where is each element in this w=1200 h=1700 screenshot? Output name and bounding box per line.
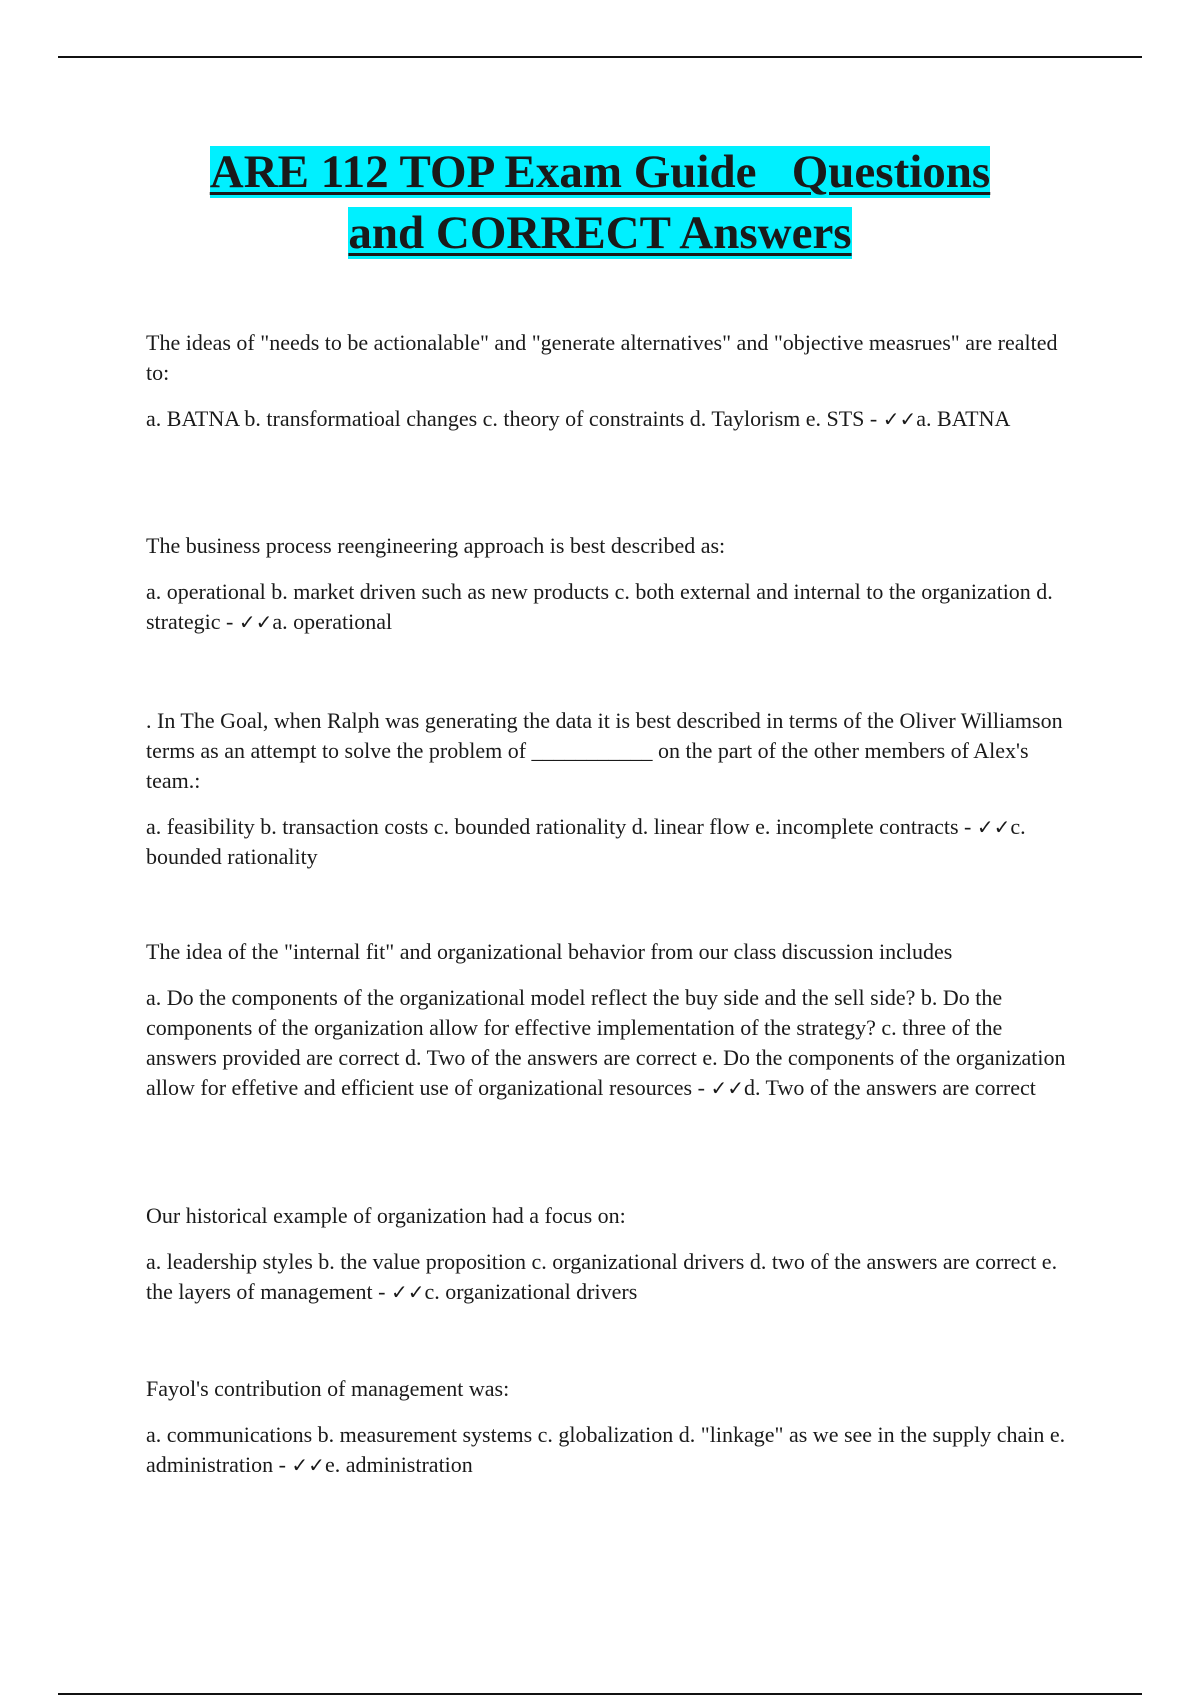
correct-answer: e. administration	[324, 1452, 473, 1477]
check-icon: ✓✓	[390, 1280, 425, 1304]
correct-answer: a. operational	[272, 609, 393, 634]
question-text: Fayol's contribution of management was:	[146, 1376, 510, 1401]
top-rule	[58, 56, 1142, 58]
answer-line	[146, 1247, 1066, 1307]
qa-block-1	[146, 328, 1066, 434]
document-title	[0, 142, 1200, 264]
qa-block-6	[146, 1374, 1066, 1480]
correct-answer: c. bounded rationality	[146, 814, 1026, 869]
check-icon: ✓✓	[710, 1076, 744, 1100]
qa-block-4	[146, 937, 1066, 1103]
question-text: Our historical example of organization had a focus on:	[146, 1203, 626, 1228]
answer-options: a. operational b. market driven such as new products c. both external and internal to the organization d. strategic -	[146, 579, 1053, 634]
answer-options: a. BATNA b. transformatioal changes c. theory of constraints d. Taylorism e. STS -	[146, 406, 883, 431]
check-icon: ✓✓	[291, 1453, 325, 1477]
correct-answer: d. Two of the answers are correct	[743, 1075, 1036, 1100]
correct-answer: c. organizational drivers	[424, 1279, 638, 1304]
answer-line	[146, 812, 1066, 872]
check-icon: ✓✓	[976, 815, 1011, 839]
title-line-2: and CORRECT Answers	[348, 207, 852, 259]
answer-line	[146, 1420, 1066, 1480]
bottom-rule	[58, 1693, 1142, 1695]
check-icon: ✓✓	[882, 407, 917, 431]
correct-answer: a. BATNA	[916, 406, 1011, 431]
check-icon: ✓✓	[238, 610, 273, 634]
question-text: The ideas of "needs to be actionalable" and "generate alternatives" and "objective measrues" are realted to:	[146, 330, 1058, 385]
answer-options: a. Do the components of the organizational model reflect the buy side and the sell side? b. Do the components of the organization allow for effective implementation of the strategy? c. three of the answers provided are correct d. Two of the answers are correct e. Do the components of the organization allow for effetive and efficient use of organizational resources -	[146, 985, 1066, 1100]
qa-block-5	[146, 1201, 1066, 1307]
question-text: . In The Goal, when Ralph was generating the data it is best described in terms of the Oliver Williamson terms as an attempt to solve the problem of ___________ on the part of the other members of Alex's team.:	[146, 708, 1063, 793]
answer-options: a. leadership styles b. the value proposition c. organizational drivers d. two of the answers are correct e. the layers of management -	[146, 1249, 1058, 1304]
answer-line	[146, 404, 1066, 434]
question-text: The idea of the "internal fit" and organizational behavior from our class discussion includes	[146, 939, 953, 964]
answer-line	[146, 983, 1066, 1103]
qa-block-2	[146, 531, 1066, 637]
title-line-1: ARE 112 TOP Exam Guide Questions	[209, 146, 991, 198]
qa-block-3	[146, 706, 1066, 872]
answer-options: a. communications b. measurement systems c. globalization d. "linkage" as we see in the supply chain e. administration -	[146, 1422, 1066, 1477]
question-text: The business process reengineering approach is best described as:	[146, 533, 726, 558]
answer-line	[146, 577, 1066, 637]
answer-options: a. feasibility b. transaction costs c. bounded rationality d. linear flow e. incomplete contracts -	[146, 814, 977, 839]
